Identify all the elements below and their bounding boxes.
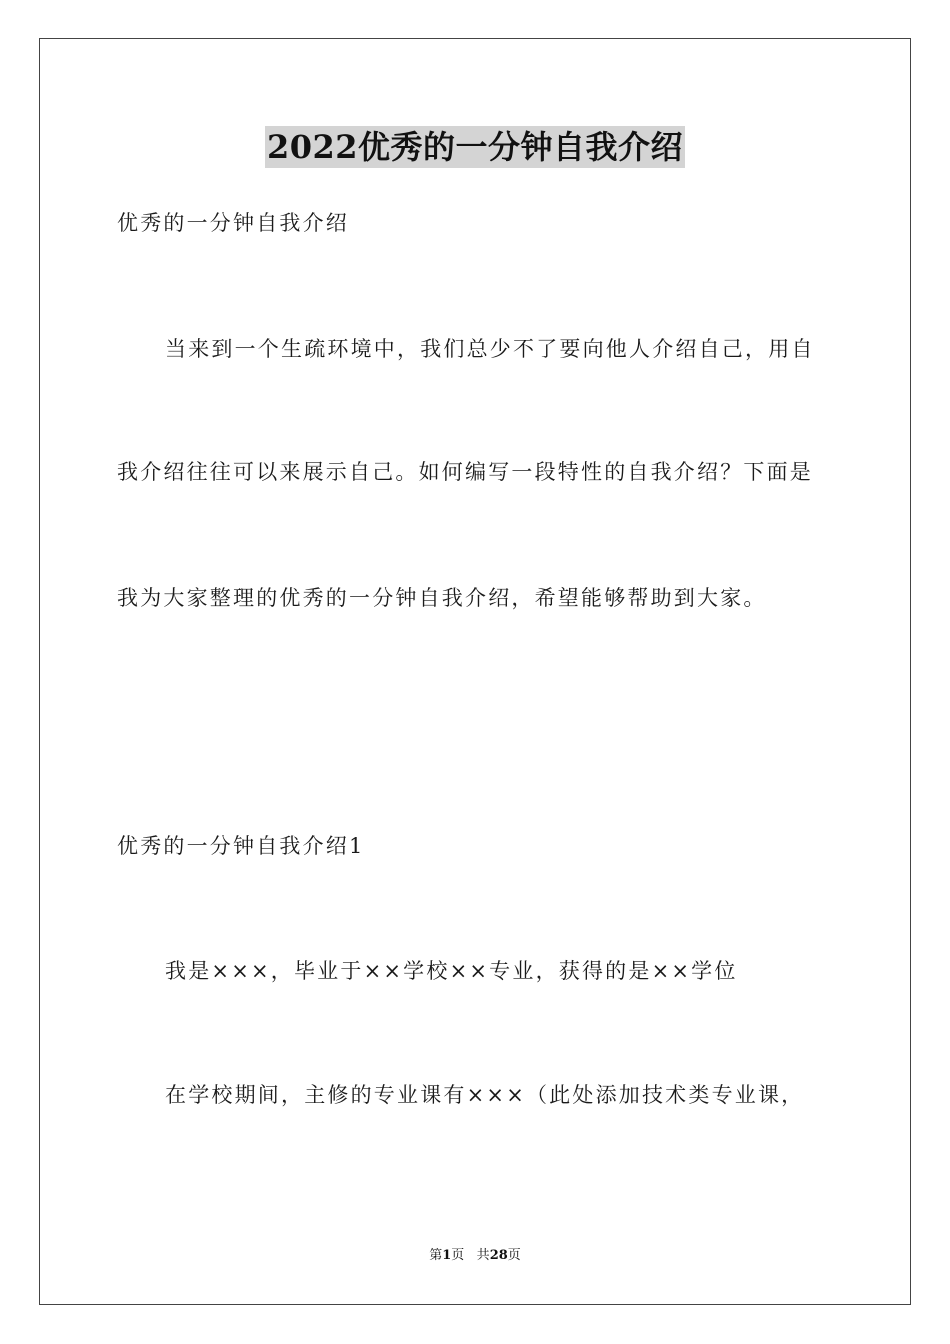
total-suffix: 页 — [507, 1248, 521, 1263]
paragraph-line: 我为大家整理的优秀的一分钟自我介绍，希望能够帮助到大家。 — [117, 586, 767, 610]
page-prefix: 第 — [429, 1248, 443, 1263]
total-prefix: 共 — [476, 1248, 490, 1263]
paragraph-line: 在学校期间，主修的专业课有×××（此处添加技术类专业课， — [165, 1083, 805, 1107]
section-heading: 优秀的一分钟自我介绍 — [117, 211, 349, 235]
page-number: 1 — [442, 1248, 452, 1263]
paragraph-line: 我介绍往往可以来展示自己。如何编写一段特性的自我介绍？下面是 — [117, 460, 813, 484]
title-container — [0, 126, 950, 168]
section-heading: 优秀的一分钟自我介绍1 — [117, 834, 365, 858]
paragraph-line: 我是×××，毕业于××学校××专业，获得的是××学位 — [165, 959, 738, 983]
total-pages: 28 — [489, 1248, 508, 1263]
page-footer — [0, 1247, 950, 1265]
document-title: 2022优秀的一分钟自我介绍 — [266, 128, 684, 166]
page-suffix: 页 — [451, 1248, 465, 1263]
paragraph-line: 当来到一个生疏环境中，我们总少不了要向他人介绍自己，用自 — [165, 337, 815, 361]
